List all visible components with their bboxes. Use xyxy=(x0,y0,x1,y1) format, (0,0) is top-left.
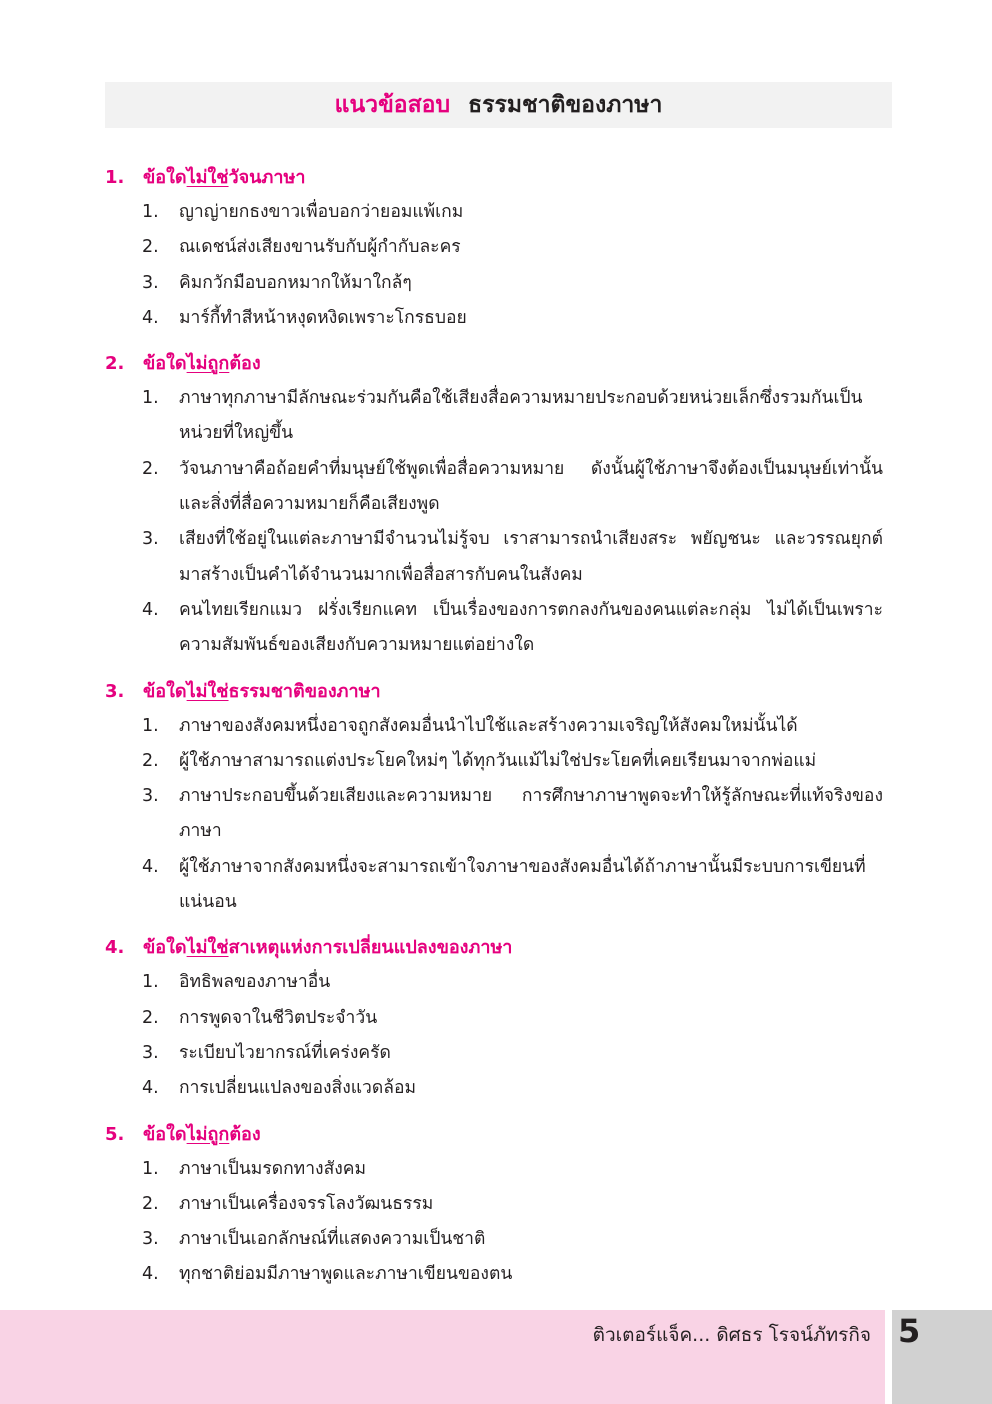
option-number: 1. xyxy=(142,388,159,409)
option-text: ภาษาเป็นมรดกทางสังคม xyxy=(179,1158,367,1179)
question-heading xyxy=(105,160,883,195)
question-prefix: ข้อใด xyxy=(143,1123,187,1145)
option-text: การเปลี่ยนแปลงของสิ่งแวดล้อม xyxy=(179,1078,416,1099)
option-text: มาร์กี้ทำสีหน้าหงุดหงิดเพราะโกรธบอย xyxy=(179,307,467,328)
option-text: ภาษาของสังคมหนึ่งอาจถูกสังคมอื่นนำไปใช้และสร้างความเจริญให้สังคมใหม่นั้นได้ xyxy=(179,715,798,736)
option-text: วัจนภาษาคือถ้อยคำที่มนุษย์ใช้พูดเพื่อสื่อความหมาย ดังนั้นผู้ใช้ภาษาจึงต้องเป็นมนุษย์เท่านั้นและสิ่งที่สื่อความหมายก็คือเสียงพูด xyxy=(179,458,883,515)
page-number-box xyxy=(892,1310,992,1404)
footer xyxy=(0,1310,885,1404)
option-text: คิมกวักมือบอกหมากให้มาใกล้ๆ xyxy=(179,272,412,293)
option-number: 4. xyxy=(142,307,159,328)
answer-option xyxy=(142,195,883,230)
header-title: ธรรมชาติของภาษา xyxy=(468,92,663,118)
question-prefix: ข้อใด xyxy=(143,937,187,959)
option-text: ทุกชาติย่อมมีภาษาพูดและภาษาเขียนของตน xyxy=(179,1264,513,1285)
answer-option xyxy=(142,779,883,850)
option-number: 1. xyxy=(142,1158,159,1179)
question-text xyxy=(143,1117,261,1152)
option-number: 4. xyxy=(142,599,159,620)
question-emphasis: ไม่ถูก xyxy=(186,1123,230,1145)
question-heading xyxy=(105,930,883,965)
footer-author: ติวเตอร์แจ็ค... ดิศธร โรจน์ภัทรกิจ xyxy=(592,1324,871,1346)
answer-option xyxy=(142,709,883,744)
question-number: 4. xyxy=(105,937,125,959)
question-list xyxy=(105,160,883,1303)
option-text: เสียงที่ใช้อยู่ในแต่ละภาษามีจำนวนไม่รู้จบ เราสามารถนำเสียงสระ พยัญชนะ และวรรณยุกต์มาสร้างเป็นคำได้จำนวนมากเพื่อสื่อสารกับคนในสังคม xyxy=(179,529,883,585)
option-text: ภาษาเป็นเอกลักษณ์ที่แสดงความเป็นชาติ xyxy=(179,1229,486,1250)
option-number: 1. xyxy=(142,202,159,222)
option-number: 2. xyxy=(142,750,159,771)
option-number: 3. xyxy=(142,1229,159,1250)
answer-option xyxy=(142,266,883,301)
option-number: 3. xyxy=(142,272,159,293)
option-text: การพูดจาในชีวิตประจำวัน xyxy=(179,1007,378,1028)
question-text xyxy=(143,346,261,381)
question-number: 1. xyxy=(105,167,125,188)
answer-option xyxy=(142,850,883,921)
question-heading xyxy=(105,674,883,709)
question-heading xyxy=(105,1117,883,1152)
question-number: 3. xyxy=(105,680,125,702)
question-suffix: สาเหตุแห่งการเปลี่ยนแปลงของภาษา xyxy=(228,937,513,959)
answer-option xyxy=(142,1036,883,1071)
question-suffix: วัจนภาษา xyxy=(228,167,306,188)
option-text: ระเบียบไวยากรณ์ที่เคร่งครัด xyxy=(179,1042,391,1063)
option-text: ญาญ่ายกธงขาวเพื่อบอกว่ายอมแพ้เกม xyxy=(179,202,464,222)
question-suffix: ต้อง xyxy=(229,353,261,375)
question-number: 2. xyxy=(105,353,125,375)
question-5 xyxy=(105,1117,883,1293)
option-number: 4. xyxy=(142,1264,159,1285)
question-text xyxy=(143,930,512,965)
question-emphasis: ไม่ใช่ xyxy=(186,167,229,188)
option-text: คนไทยเรียกแมว ฝรั่งเรียกแคท เป็นเรื่องของการตกลงกันของคนแต่ละกลุ่ม ไม่ได้เป็นเพราะความสัมพันธ์ของเสียงกับความหมายแต่อย่างใด xyxy=(179,599,883,656)
answer-option xyxy=(142,1071,883,1106)
answer-option xyxy=(142,1257,883,1292)
question-heading xyxy=(105,346,883,381)
option-text: ณเดชน์ส่งเสียงขานรับกับผู้กำกับละคร xyxy=(179,237,461,258)
option-text: ภาษาประกอบขึ้นด้วยเสียงและความหมาย การศึกษาภาษาพูดจะทำให้รู้ลักษณะที่แท้จริงของภาษา xyxy=(179,786,883,842)
question-emphasis: ไม่ถูก xyxy=(186,353,230,375)
question-number: 5. xyxy=(105,1123,125,1145)
answer-option xyxy=(142,452,883,523)
option-number: 2. xyxy=(142,1007,159,1028)
header-accent: แนวข้อสอบ xyxy=(334,92,451,118)
question-prefix: ข้อใด xyxy=(143,353,187,375)
option-text: ผู้ใช้ภาษาจากสังคมหนึ่งจะสามารถเข้าใจภาษาของสังคมอื่นได้ถ้าภาษานั้นมีระบบการเขียนที่แน่นอน xyxy=(179,856,866,913)
option-text: ผู้ใช้ภาษาสามารถแต่งประโยคใหม่ๆ ได้ทุกวันแม้ไม่ใช่ประโยคที่เคยเรียนมาจากพ่อแม่ xyxy=(179,750,817,771)
page-header xyxy=(105,82,892,128)
option-number: 3. xyxy=(142,529,159,550)
answer-option xyxy=(142,230,883,265)
answer-option xyxy=(142,522,883,593)
question-emphasis: ไม่ใช่ xyxy=(186,937,229,959)
option-number: 2. xyxy=(142,1193,159,1214)
answer-option xyxy=(142,1152,883,1187)
answer-option xyxy=(142,381,883,452)
answer-option xyxy=(142,593,883,664)
option-number: 4. xyxy=(142,1078,159,1099)
question-2 xyxy=(105,346,883,663)
page-number: 5 xyxy=(898,1312,921,1350)
option-number: 2. xyxy=(142,458,159,479)
answer-option xyxy=(142,301,883,336)
option-text: อิทธิพลของภาษาอื่น xyxy=(179,972,331,993)
answer-option xyxy=(142,1222,883,1257)
answer-option xyxy=(142,744,883,779)
question-1 xyxy=(105,160,883,336)
question-3 xyxy=(105,674,883,921)
option-text: ภาษาเป็นเครื่องจรรโลงวัฒนธรรม xyxy=(179,1193,434,1214)
option-text: ภาษาทุกภาษามีลักษณะร่วมกันคือใช้เสียงสื่อความหมายประกอบด้วยหน่วยเล็กซึ่งรวมกันเป็นหน่วยที่ใหญ่ขึ้น xyxy=(179,388,863,444)
question-prefix: ข้อใด xyxy=(143,167,187,188)
option-number: 3. xyxy=(142,786,159,807)
option-number: 3. xyxy=(142,1042,159,1063)
answer-option xyxy=(142,965,883,1000)
question-emphasis: ไม่ใช่ xyxy=(186,680,229,702)
question-text xyxy=(143,674,381,709)
answer-option xyxy=(142,1001,883,1036)
option-number: 2. xyxy=(142,237,159,258)
option-number: 1. xyxy=(142,972,159,993)
question-suffix: ต้อง xyxy=(229,1123,261,1145)
question-prefix: ข้อใด xyxy=(143,680,187,702)
option-number: 1. xyxy=(142,715,159,736)
question-suffix: ธรรมชาติของภาษา xyxy=(228,680,381,702)
answer-option xyxy=(142,1187,883,1222)
question-4 xyxy=(105,930,883,1106)
question-text xyxy=(143,160,305,195)
option-number: 4. xyxy=(142,856,159,877)
